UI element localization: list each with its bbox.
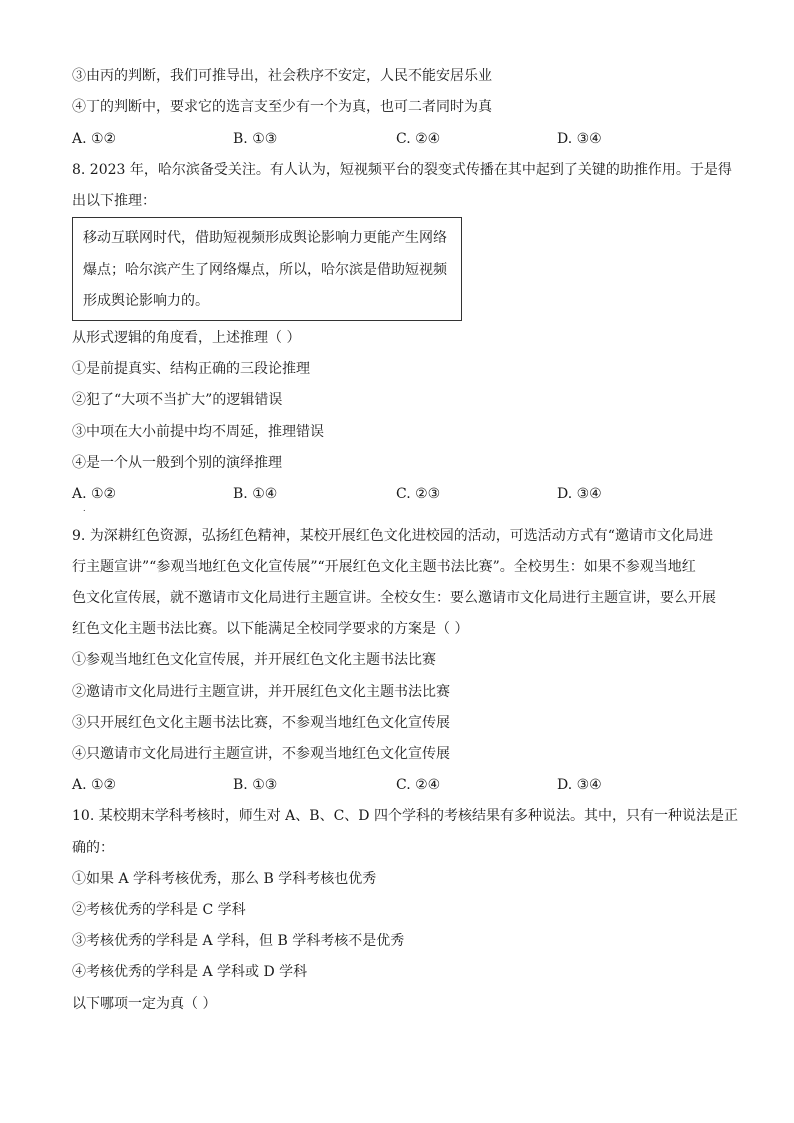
q8-statement-2: ②犯了“大项不当扩大”的逻辑错误 xyxy=(72,392,283,408)
q8-stem-line-2: 出以下推理： xyxy=(72,193,156,209)
q8-option-a: A. ①② xyxy=(72,486,117,502)
q10-stem-line-1: 10. 某校期末学科考核时，师生对 A、B、C、D 四个学科的考核结果有多种说法。其中，只有一种说法是正 xyxy=(72,808,738,824)
q8-statement-1: ①是前提真实、结构正确的三段论推理 xyxy=(72,361,310,377)
q10-stem-line-2: 确的： xyxy=(72,840,114,856)
q8-statement-3: ③中项在大小前提中均不周延，推理错误 xyxy=(72,424,324,440)
q9-option-a: A. ①② xyxy=(72,777,117,793)
q9-option-b: B. ①③ xyxy=(233,777,278,793)
q10-statement-2: ②考核优秀的学科是 C 学科 xyxy=(72,902,246,918)
q10-statement-3: ③考核优秀的学科是 A 学科，但 B 学科考核不是优秀 xyxy=(72,933,405,949)
q7-option-d: D. ③④ xyxy=(557,131,602,147)
q8-box-line-1: 移动互联网时代，借助短视频形成舆论影响力更能产生网络 xyxy=(83,230,447,246)
q8-box-line-3: 形成舆论影响力的。 xyxy=(83,293,209,309)
q8-reasoning-box xyxy=(72,217,462,321)
q8-option-c: C. ②③ xyxy=(396,486,441,502)
q9-stem-line-3: 色文化宣传展，就不邀请市文化局进行主题宣讲。全校女生：要么邀请市文化局进行主题宣讲，要么开展 xyxy=(72,590,716,606)
q7-statement-4: ④丁的判断中，要求它的选言支至少有一个为真，也可二者同时为真 xyxy=(72,99,492,115)
q9-statement-2: ②邀请市文化局进行主题宣讲，并开展红色文化主题书法比赛 xyxy=(72,684,450,700)
q8-option-b: B. ①④ xyxy=(233,486,278,502)
q8-box-line-2: 爆点；哈尔滨产生了网络爆点，所以，哈尔滨是借助短视频 xyxy=(83,262,447,278)
q8-statement-4: ④是一个从一般到个别的演绎推理 xyxy=(72,455,282,471)
q7-statement-3: ③由丙的判断，我们可推导出，社会秩序不安定，人民不能安居乐业 xyxy=(72,68,492,84)
q8-question: 从形式逻辑的角度看，上述推理（ ） xyxy=(72,330,301,346)
q9-stem-line-2: 行主题宣讲”“参观当地红色文化宣传展”“开展红色文化主题书法比赛”。全校男生：如果不参观当地红 xyxy=(72,559,696,575)
q7-option-a: A. ①② xyxy=(72,131,117,147)
q10-statement-4: ④考核优秀的学科是 A 学科或 D 学科 xyxy=(72,964,308,980)
q9-stem-line-4: 红色文化主题书法比赛。以下能满足全校同学要求的方案是（ ） xyxy=(72,621,469,637)
q9-statement-1: ①参观当地红色文化宣传展，并开展红色文化主题书法比赛 xyxy=(72,652,436,668)
q7-option-c: C. ②④ xyxy=(396,131,441,147)
q9-statement-3: ③只开展红色文化主题书法比赛，不参观当地红色文化宣传展 xyxy=(72,715,450,731)
stray-mark: . xyxy=(83,504,86,513)
q9-option-c: C. ②④ xyxy=(396,777,441,793)
q9-stem-line-1: 9. 为深耕红色资源，弘扬红色精神，某校开展红色文化进校园的活动，可选活动方式有“邀请市文化局进 xyxy=(72,528,713,544)
q8-option-d: D. ③④ xyxy=(557,486,602,502)
q9-option-d: D. ③④ xyxy=(557,777,602,793)
q10-statement-1: ①如果 A 学科考核优秀，那么 B 学科考核也优秀 xyxy=(72,871,377,887)
q8-stem-line-1: 8. 2023 年，哈尔滨备受关注。有人认为，短视频平台的裂变式传播在其中起到了关键的助推作用。于是得 xyxy=(72,162,732,178)
q7-option-b: B. ①③ xyxy=(233,131,278,147)
q10-question: 以下哪项一定为真（ ） xyxy=(72,996,217,1012)
q9-statement-4: ④只邀请市文化局进行主题宣讲，不参观当地红色文化宣传展 xyxy=(72,746,450,762)
